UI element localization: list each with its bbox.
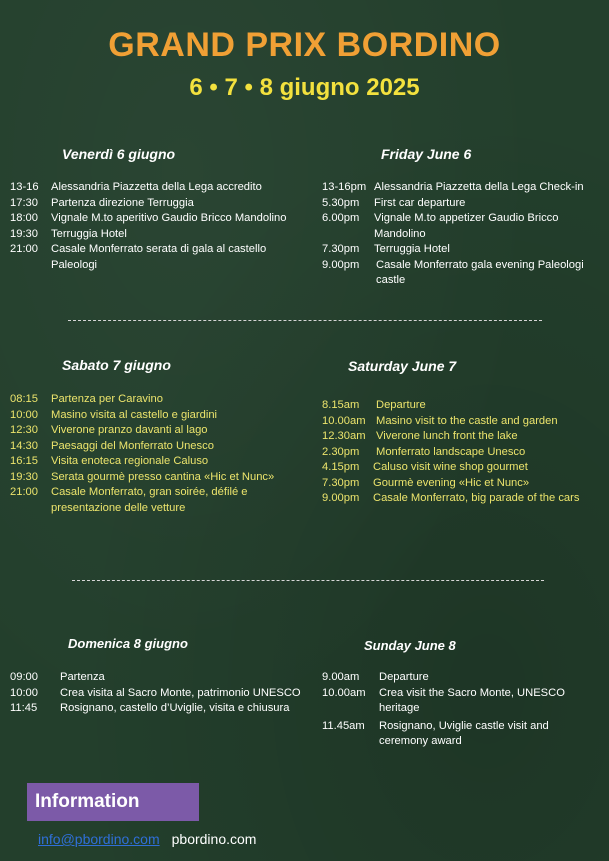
schedule-row: [322, 719, 597, 750]
schedule-time: 6.00pm: [322, 212, 360, 224]
schedule-activity: Partenza direzione Terruggia: [51, 196, 194, 209]
schedule-activity: Casale Monferrato gala evening Paleologi castle: [376, 258, 584, 286]
schedule-row: [10, 242, 300, 273]
day-heading-friday-en: Friday June 6: [381, 146, 472, 162]
schedule-friday-it: [10, 180, 300, 273]
schedule-activity: Visita enoteca regionale Caluso: [51, 455, 209, 467]
schedule-row: [322, 196, 600, 212]
website-text: pbordino.com: [171, 831, 257, 847]
schedule-activity: Casale Monferrato, gran soirée, défilé e presentazione delle vetture: [51, 486, 248, 514]
schedule-row: [322, 476, 602, 492]
schedule-time: 7.30pm: [322, 476, 360, 489]
schedule-time: 19:30: [10, 470, 38, 483]
schedule-row: [10, 392, 300, 408]
schedule-time: 11:45: [10, 702, 38, 714]
schedule-row: [10, 196, 300, 212]
schedule-activity: Terruggia Hotel: [374, 243, 450, 255]
schedule-row: [322, 429, 602, 445]
schedule-row: [10, 670, 310, 686]
schedule-time: 10.00am: [322, 686, 366, 699]
schedule-saturday-en: [322, 398, 602, 507]
schedule-time: 18:00: [10, 212, 38, 224]
schedule-time: 12.30am: [322, 430, 366, 442]
schedule-activity: Monferrato landscape Unesco: [376, 445, 526, 458]
schedule-activity: Serata gourmè presso cantina «Hic et Nunc»: [51, 470, 275, 483]
schedule-row: [322, 211, 600, 242]
schedule-row: [10, 470, 300, 486]
schedule-time: 08:15: [10, 393, 38, 405]
schedule-activity: Vignale M.to aperitivo Gaudio Bricco Mandolino: [51, 212, 287, 224]
schedule-row: [322, 258, 600, 289]
day-heading-saturday-en: Saturday June 7: [348, 358, 457, 374]
schedule-saturday-it: [10, 392, 300, 516]
schedule-row: [322, 445, 602, 461]
schedule-row: [322, 686, 597, 717]
schedule-time: 14:30: [10, 439, 38, 452]
schedule-time: 13-16: [10, 181, 39, 193]
schedule-time: 9.00am: [322, 671, 360, 683]
day-heading-friday-it: Venerdì 6 giugno: [62, 146, 176, 162]
schedule-row: [10, 211, 300, 227]
schedule-row: [10, 686, 310, 702]
schedule-sunday-it: [10, 670, 310, 717]
schedule-row: [322, 242, 600, 258]
schedule-activity: Departure: [376, 399, 426, 411]
schedule-activity: Casale Monferrato, big parade of the cars: [373, 492, 580, 504]
schedule-friday-en: [322, 180, 600, 289]
schedule-time: 11.45am: [322, 719, 365, 732]
schedule-activity: Partenza: [60, 671, 105, 683]
section-divider: [72, 580, 544, 581]
schedule-row: [10, 454, 300, 470]
information-label: Information: [27, 783, 199, 821]
schedule-time: 17:30: [10, 196, 38, 209]
schedule-activity: Viverone pranzo davanti al lago: [51, 424, 208, 436]
schedule-sunday-en: [322, 670, 597, 750]
schedule-time: 10:00: [10, 408, 38, 421]
schedule-row: [10, 408, 300, 424]
schedule-activity: First car departure: [374, 196, 466, 209]
schedule-time: 10:00: [10, 686, 38, 699]
schedule-row: [322, 670, 597, 686]
schedule-activity: Crea visita al Sacro Monte, patrimonio UNESCO: [60, 686, 301, 699]
schedule-time: 09:00: [10, 671, 38, 683]
schedule-time: 8.15am: [322, 399, 360, 411]
schedule-row: [10, 227, 300, 243]
schedule-time: 2.30pm: [322, 445, 360, 458]
section-divider: [68, 320, 542, 321]
day-heading-saturday-it: Sabato 7 giugno: [62, 357, 171, 373]
email-link[interactable]: info@pbordino.com: [38, 831, 160, 847]
schedule-row: [10, 423, 300, 439]
schedule-row: [322, 180, 600, 196]
schedule-activity: Partenza per Caravino: [51, 393, 163, 405]
schedule-time: 9.00pm: [322, 258, 360, 271]
schedule-activity: Gourmè evening «Hic et Nunc»: [373, 476, 530, 489]
schedule-time: 13-16pm: [322, 181, 367, 193]
schedule-row: [322, 460, 602, 476]
schedule-activity: Terruggia Hotel: [51, 227, 127, 240]
schedule-activity: Casale Monferrato serata di gala al castello Paleologi: [51, 243, 267, 271]
schedule-time: 10.00am: [322, 414, 366, 427]
schedule-activity: Rosignano, Uviglie castle visit and ceremony award: [379, 719, 549, 747]
contact-line: [38, 831, 256, 847]
schedule-time: 9.00pm: [322, 492, 360, 504]
schedule-activity: Alessandria Piazzetta della Lega accredito: [51, 181, 262, 193]
schedule-row: [10, 439, 300, 455]
schedule-time: 19:30: [10, 227, 38, 240]
schedule-activity: Masino visit to the castle and garden: [376, 414, 558, 427]
schedule-time: 12:30: [10, 424, 38, 436]
schedule-row: [322, 491, 602, 507]
schedule-time: 16:15: [10, 455, 38, 467]
schedule-time: 21:00: [10, 243, 38, 255]
schedule-activity: Vignale M.to appetizer Gaudio Bricco Mandolino: [374, 212, 559, 240]
schedule-activity: Viverone lunch front the lake: [376, 430, 518, 442]
event-dates: 6 • 7 • 8 giugno 2025: [189, 74, 420, 101]
day-heading-sunday-en: Sunday June 8: [364, 638, 456, 653]
schedule-activity: Paesaggi del Monferrato Unesco: [51, 439, 214, 452]
schedule-activity: Alessandria Piazzetta della Lega Check-in: [374, 181, 584, 193]
schedule-row: [10, 701, 310, 717]
schedule-row: [10, 180, 300, 196]
schedule-time: 5.30pm: [322, 196, 360, 209]
schedule-activity: Masino visita al castello e giardini: [51, 408, 218, 421]
schedule-activity: Crea visit the Sacro Monte, UNESCO heritage: [379, 686, 565, 714]
schedule-activity: Rosignano, castello d’Uviglie, visita e chiusura: [60, 702, 290, 714]
schedule-row: [322, 414, 602, 430]
event-title: GRAND PRIX BORDINO: [108, 26, 501, 64]
schedule-activity: Caluso visit wine shop gourmet: [373, 461, 528, 473]
schedule-activity: Departure: [379, 671, 429, 683]
schedule-time: 4.15pm: [322, 461, 360, 473]
schedule-row: [322, 398, 602, 414]
schedule-time: 21:00: [10, 486, 38, 498]
schedule-time: 7.30pm: [322, 243, 360, 255]
schedule-row: [10, 485, 300, 516]
day-heading-sunday-it: Domenica 8 giugno: [68, 636, 188, 651]
